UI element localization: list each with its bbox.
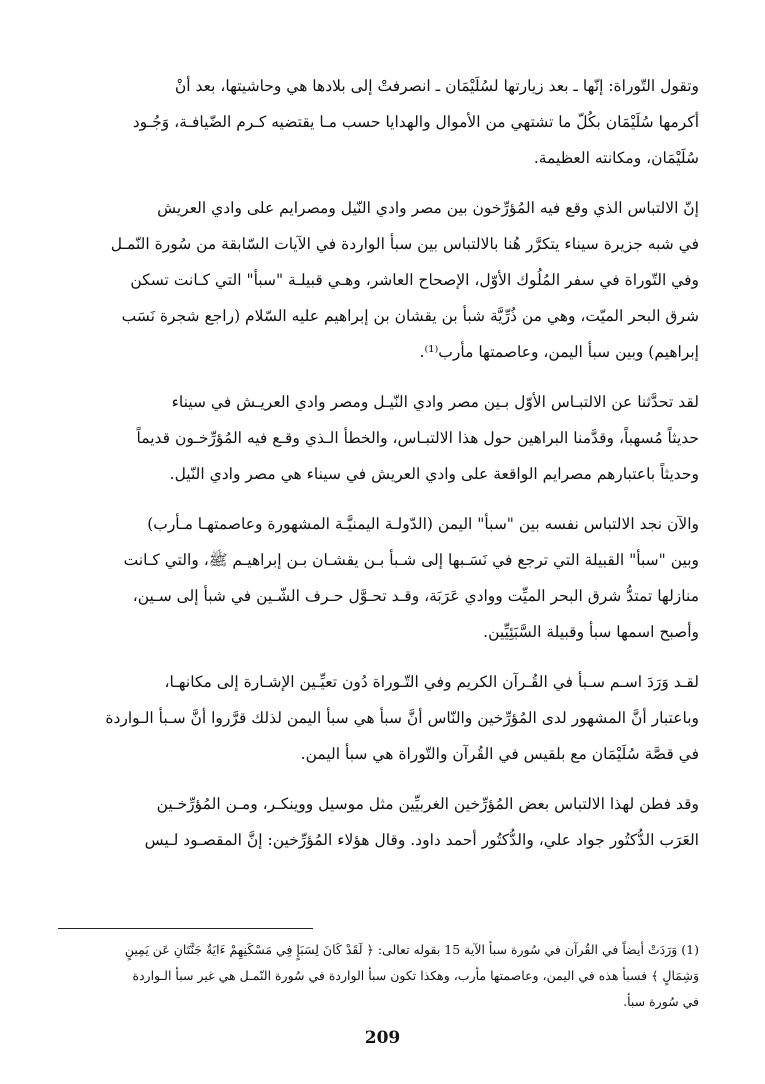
text-line: لقـد وَرَدَ اسـم سـبأ في القُـرآن الكريم وفي التّـوراة دُون تعيِّـين الإشـارة إلى مكانهـا، bbox=[164, 673, 699, 691]
text-line: إبراهيم) وبين سبأ اليمن، وعاصمتها مأرب⁽¹⁾. bbox=[419, 343, 699, 361]
text-line: حديثاً مُسهباً، وقدَّمنا البراهين حول هذا الالتبـاس، والخطأ الـذي وقـع فيه المُؤرِّخـون قديماً bbox=[136, 429, 699, 447]
footnote-line: وَشِمَالٍ ﴾ فسبأ هذه في اليمن، وعاصمتها مأرب، وهكذا تكون سبأ الواردة في سُورة النّمـل هي غير سبأ الـواردة bbox=[132, 968, 699, 983]
footnote bbox=[54, 937, 699, 1015]
text-line: شرق البحر الميّت، وهي من ذُرِّيَّة شبأ بن يقشان بن إبراهيم عليه السّلام (راجع شجرة نَسَب bbox=[121, 307, 699, 325]
text-line: وباعتبار أنَّ المشهور لدى المُؤرِّخين والنّاس أنَّ سبأ هي سبأ اليمن لذلك قرَّروا أنَّ سـبأ الـواردة bbox=[105, 709, 699, 727]
text-line: وأصبح اسمها سبأ وقبيلة السَّبَئِيِّين. bbox=[483, 623, 699, 641]
footnote-line: (1) وَرَدَتْ أيضاً في القُرآن في سُورة سبأ الآية 15 بقوله تعالى: ﴿ لَقَدْ كَانَ لِسَبَإٍ فِي مَسْكَنِهِمْ ءَايَةٌ جَنَّتَانِ عَن يَمِينٍ bbox=[124, 942, 699, 957]
text-line: سُلَيْمَان، ومكانته العظيمة. bbox=[533, 149, 699, 167]
text-line: وحديثاً باعتبارهم مصرايم الواقعة على وادي العريش في سيناء هي مصر وادي النّيل. bbox=[169, 465, 699, 483]
paragraph-6 bbox=[54, 786, 699, 858]
footnote-line: في سُورة سبأ. bbox=[623, 994, 699, 1009]
paragraph-2 bbox=[54, 190, 699, 370]
text-line: وقد فطن لهذا الالتباس بعض المُؤرِّخين الغربيِّين مثل موسيل ووينكـر، ومـن المُؤرِّخـين bbox=[156, 795, 699, 813]
text-line: والآن نجد الالتباس نفسه بين "سبأ" اليمن (الدّولـة اليمنيَّـة المشهورة وعاصمتهـا مـأرب) bbox=[147, 515, 699, 533]
paragraph-4 bbox=[54, 506, 699, 650]
page-number: 209 bbox=[364, 1028, 401, 1048]
footnote-divider bbox=[58, 928, 313, 929]
text-line: إنّ الالتباس الذي وقع فيه المُؤرِّخون بين مصر وادي النّيل ومصرايم على وادي العريش bbox=[157, 199, 699, 217]
text-line: أكرمها سُلَيْمَان بكُلّ ما تشتهي من الأموال والهدايا حسب مـا يقتضيه كـرم الضّيافـة، وَجُـود bbox=[132, 113, 699, 131]
text-line: وبين "سبأ" القبيلة التي ترجع في نَسَـبها إلى شـبأ بـن يقشـان بـن إبراهيـم ﷺ، والتي كـانت bbox=[123, 551, 699, 569]
text-line: وفي التّوراة في سفر المُلُوك الأوّل، الإصحاح العاشر، وهـي قبيلـة "سبأ" التي كـانت تسكن bbox=[130, 271, 699, 289]
text-line: في قصَّة سُلَيْمَان مع بلقيس في القُرآن والتّوراة هي سبأ اليمن. bbox=[300, 745, 699, 763]
text-line: منازلها تمتدُّ شرق البحر الميِّت ووادي عَرَبَة، وقـد تحـوَّل حـرف الشّـين في شبأ إلى سـين، bbox=[132, 587, 699, 605]
text-line: وتقول التّوراة: إنّها ـ بعد زيارتها لسُلَيْمَان ـ انصرفتْ إلى بلادها هي وحاشيتها، بعد أنْ bbox=[174, 77, 699, 95]
paragraph-3 bbox=[54, 384, 699, 492]
paragraph-1 bbox=[54, 68, 699, 176]
paragraph-5 bbox=[54, 664, 699, 772]
text-line: العَرَب الدُّكتُور جواد علي، والدُّكتُور أحمد داود. وقال هؤلاء المُؤرِّخين: إنَّ المقصـود لـيس bbox=[144, 831, 699, 849]
text-line: في شبه جزيرة سيناء يتكرَّر هُنا بالالتباس بين سبأ الواردة في الآيات السّابقة من سُورة النّمـل bbox=[110, 235, 699, 253]
text-line: لقد تحدَّثنا عن الالتبـاس الأوّل بـين مصر وادي النّيـل ومصر وادي العريـش في سيناء bbox=[171, 393, 699, 411]
